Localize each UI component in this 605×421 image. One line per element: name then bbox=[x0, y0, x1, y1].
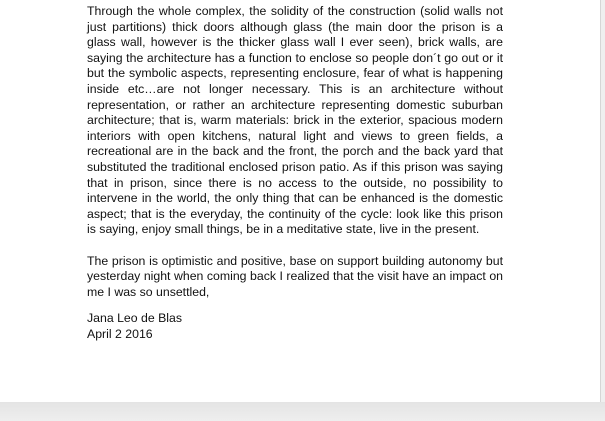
signature-block bbox=[87, 311, 182, 342]
page-edge-shadow bbox=[601, 0, 605, 402]
body-text bbox=[87, 4, 503, 300]
signature-date: April 2 2016 bbox=[87, 326, 153, 341]
paragraph-spacer bbox=[87, 238, 503, 254]
author-name: Jana Leo de Blas bbox=[87, 311, 183, 325]
paragraph-1: Through the whole complex, the solidity of the construction (solid walls not just partitions) thick doors although glass (the main door the prison is a glass wall, however is the thicker glass wall I ever seen), brick walls, are saying the architecture has a function to enclose so people don´t go out or it but the symbolic aspects, representing enclosure, fear of what is happening inside etc…are not longer necessary. This is an architecture without representation, or rather an architecture representing domestic suburban architecture; that is, warm materials: brick in the exterior, spacious modern interiors with open kitchens, natural light and views to green fields, a recreational are in the back and the front, the porch and the back yard that substituted the traditional enclosed prison patio. As if this prison was saying that in prison, since there is no access to the outside, no possibility to intervene in the world, the only thing that can be enhanced is the domestic aspect; that is the everyday, the continuity of the cycle: look like this prison is saying, enjoy small things, be in a meditative state, live in the present. bbox=[87, 4, 503, 237]
page-bottom-shadow bbox=[0, 402, 605, 421]
paragraph-2: The prison is optimistic and positive, base on support building autonomy but yesterday night when coming back I realized that the visit have an impact on me I was so unsettled, bbox=[87, 253, 503, 299]
